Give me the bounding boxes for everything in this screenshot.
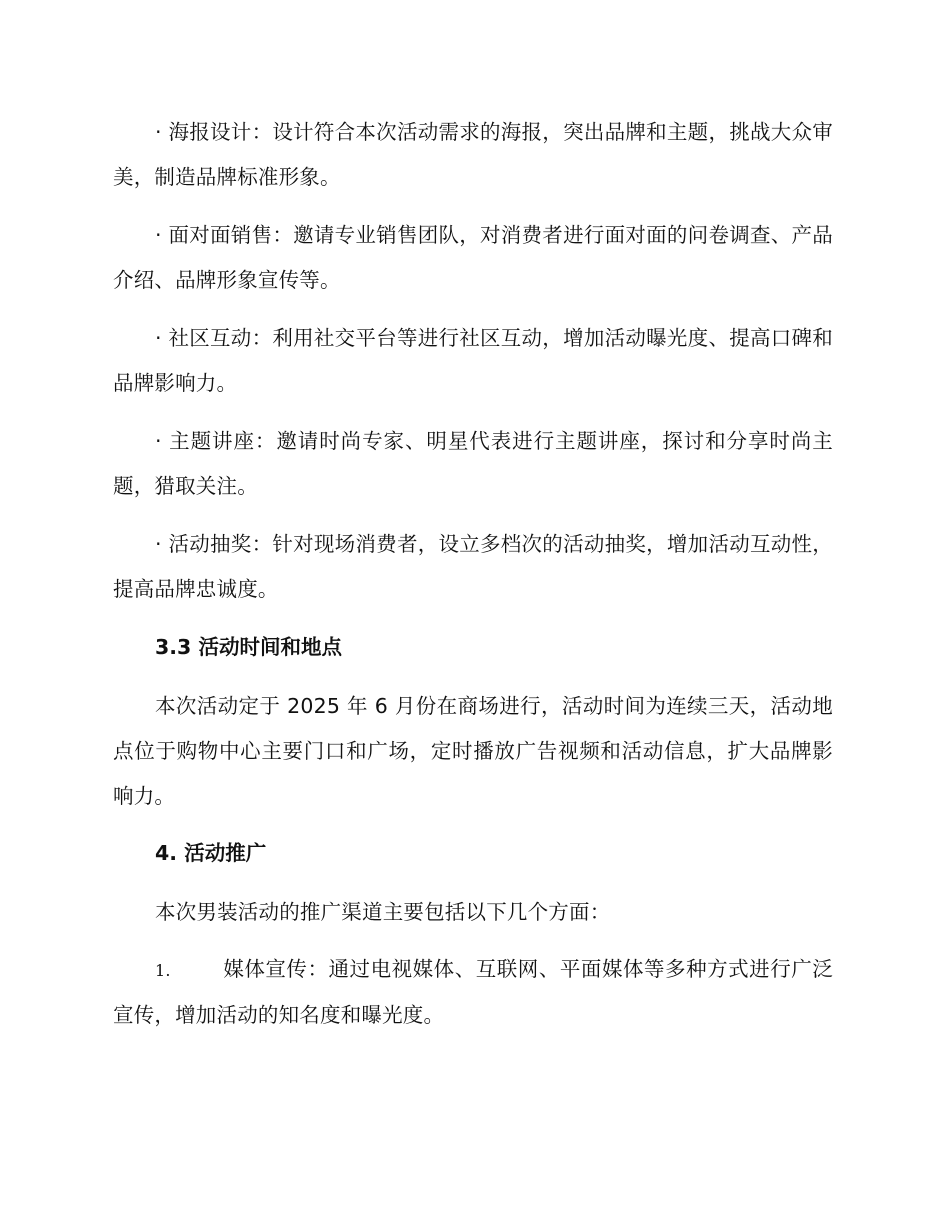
- list-item-text: 媒体宣传：通过电视媒体、互联网、平面媒体等多种方式进行广泛宣传，增加活动的知名度和曝光度。: [113, 957, 833, 1027]
- bullet-community-interaction: · 社区互动：利用社交平台等进行社区互动，增加活动曝光度、提高口碑和品牌影响力。: [113, 326, 833, 395]
- document-page: [113, 110, 833, 1038]
- list-number: 1.: [155, 961, 171, 980]
- section-heading-4: 4. 活动推广: [155, 841, 267, 865]
- section-3-3-body: 本次活动定于 2025 年 6 月份在商场进行，活动时间为连续三天，活动地点位于购物中心主要门口和广场，定时播放广告视频和活动信息，扩大品牌影响力。: [113, 694, 833, 808]
- section-4-intro: 本次男装活动的推广渠道主要包括以下几个方面：: [155, 900, 611, 924]
- bullet-poster-design: · 海报设计：设计符合本次活动需求的海报，突出品牌和主题，挑战大众审美，制造品牌标准形象。: [113, 120, 833, 189]
- bullet-theme-lecture: · 主题讲座：邀请时尚专家、明星代表进行主题讲座，探讨和分享时尚主题，猎取关注。: [113, 429, 833, 498]
- bullet-lucky-draw: · 活动抽奖：针对现场消费者，设立多档次的活动抽奖，增加活动互动性，提高品牌忠诚度。: [113, 532, 833, 601]
- section-heading-3-3: 3.3 活动时间和地点: [155, 635, 342, 659]
- bullet-face-to-face-sales: · 面对面销售：邀请专业销售团队，对消费者进行面对面的问卷调查、产品介绍、品牌形象宣传等。: [113, 223, 833, 292]
- numbered-item-media-promotion: [113, 947, 833, 1038]
